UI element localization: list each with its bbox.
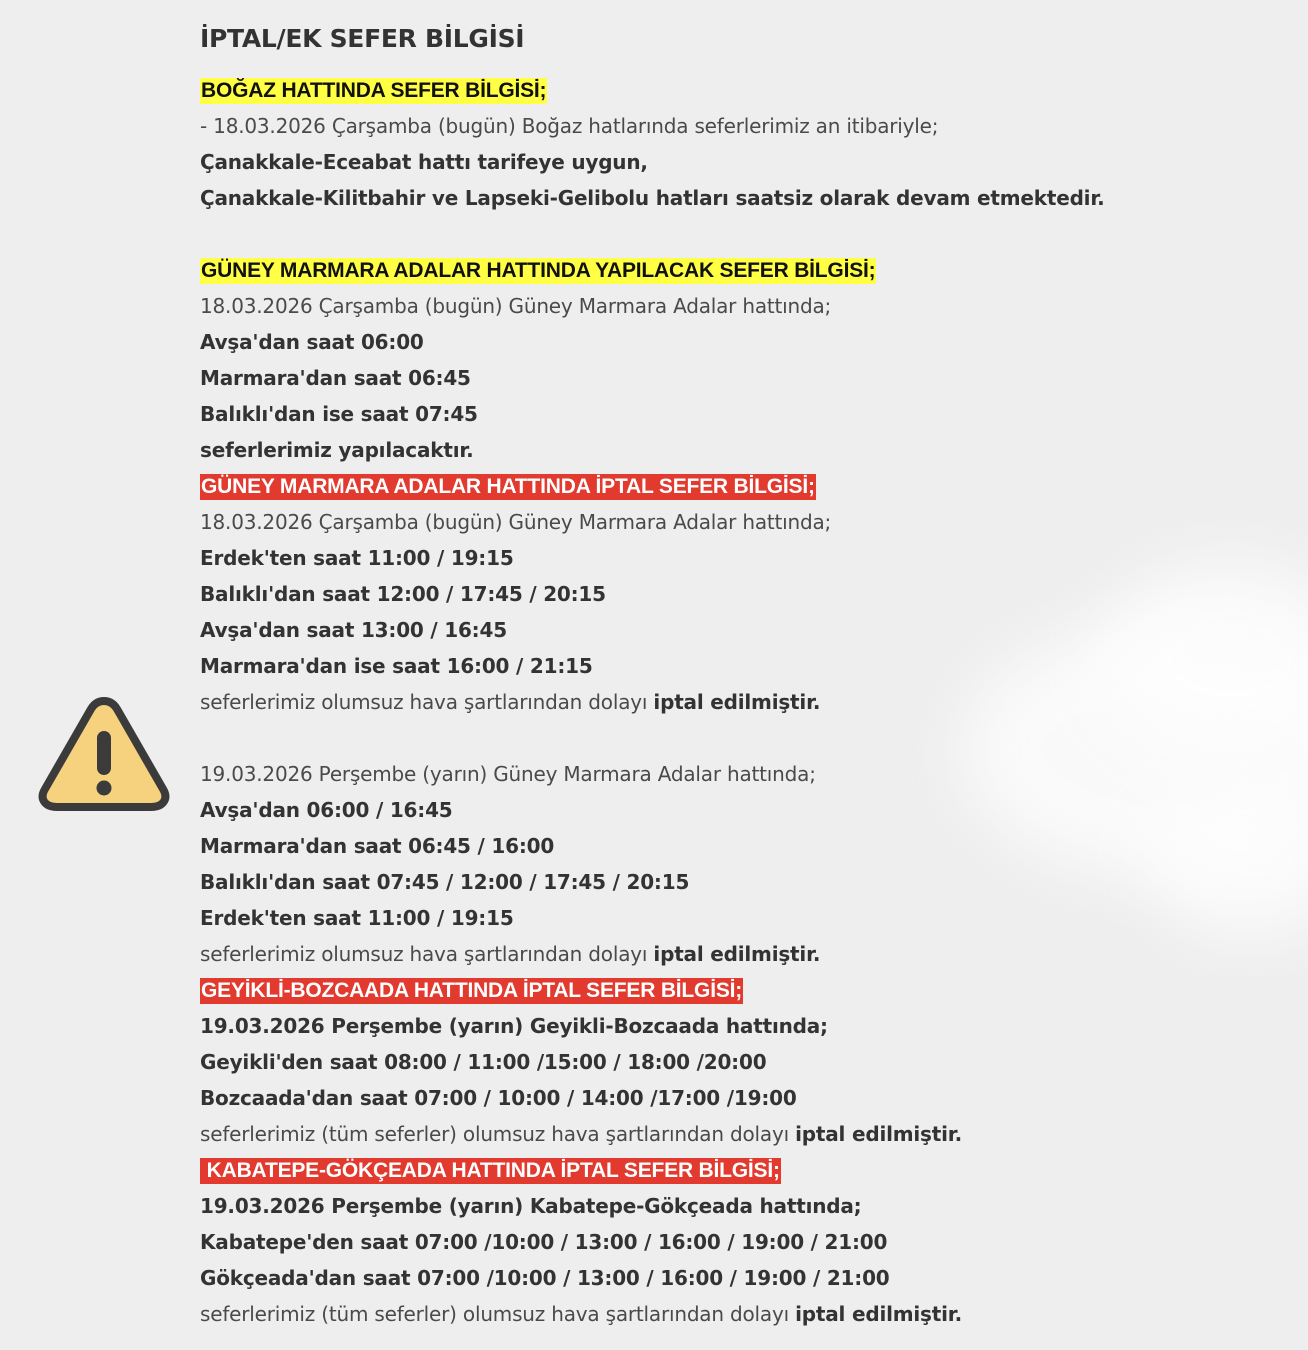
warning-triangle-icon <box>38 695 170 813</box>
kabatepe-section-heading <box>200 1152 1300 1188</box>
guney-iptal-today-intro: 18.03.2026 Çarşamba (bugün) Güney Marmara Adalar hattında; <box>200 510 832 534</box>
geyikli-line: Bozcaada'dan saat 07:00 / 10:00 / 14:00 /17:00 /19:00 <box>200 1086 797 1110</box>
geyikli-intro: 19.03.2026 Perşembe (yarın) Geyikli-Bozcaada hattında; <box>200 1014 828 1038</box>
closing-text: seferlerimiz olumsuz hava şartlarından dolayı <box>200 690 648 714</box>
guney-iptal-today-closing <box>200 684 1300 720</box>
kabatepe-heading-label: KABATEPE-GÖKÇEADA HATTINDA İPTAL SEFER BİLGİSİ; <box>201 1159 780 1182</box>
geyikli-closing <box>200 1116 1300 1152</box>
closing-status: iptal edilmiştir. <box>795 1122 962 1146</box>
geyikli-heading-label: GEYİKLİ-BOZCAADA HATTINDA İPTAL SEFER BİLGİSİ; <box>201 979 743 1002</box>
announcement-content <box>200 20 1300 1332</box>
bogaz-intro: - 18.03.2026 Çarşamba (bugün) Boğaz hatlarında seferlerimiz an itibariyle; <box>200 114 939 138</box>
guney-iptal-tomorrow-line: Avşa'dan 06:00 / 16:45 <box>200 798 453 822</box>
guney-iptal-tomorrow-intro: 19.03.2026 Perşembe (yarın) Güney Marmara Adalar hattında; <box>200 762 816 786</box>
kabatepe-line: Kabatepe'den saat 07:00 /10:00 / 13:00 / 16:00 / 19:00 / 21:00 <box>200 1230 888 1254</box>
guney-iptal-tomorrow-line: Marmara'dan saat 06:45 / 16:00 <box>200 834 555 858</box>
guney-iptal-tomorrow-line: Erdek'ten saat 11:00 / 19:15 <box>200 906 514 930</box>
kabatepe-line: Gökçeada'dan saat 07:00 /10:00 / 13:00 / 16:00 / 19:00 / 21:00 <box>200 1266 890 1290</box>
guney-ek-line: Balıklı'dan ise saat 07:45 <box>200 402 478 426</box>
guney-iptal-today-line: Marmara'dan ise saat 16:00 / 21:15 <box>200 654 593 678</box>
closing-status: iptal edilmiştir. <box>653 690 821 714</box>
spacer <box>200 720 1300 756</box>
guney-iptal-heading-label: GÜNEY MARMARA ADALAR HATTINDA İPTAL SEFER BİLGİSİ; <box>201 475 815 498</box>
guney-iptal-section-heading <box>200 468 1300 504</box>
bogaz-line: Çanakkale-Kilitbahir ve Lapseki-Gelibolu hatları saatsiz olarak devam etmektedir. <box>200 186 1105 210</box>
guney-iptal-today-line: Balıklı'dan saat 12:00 / 17:45 / 20:15 <box>200 582 606 606</box>
guney-ek-heading-label: GÜNEY MARMARA ADALAR HATTINDA YAPILACAK SEFER BİLGİSİ; <box>201 259 876 282</box>
guney-iptal-today-line: Avşa'dan saat 13:00 / 16:45 <box>200 618 507 642</box>
guney-ek-line: Avşa'dan saat 06:00 <box>200 330 424 354</box>
kabatepe-closing <box>200 1296 1300 1332</box>
kabatepe-intro: 19.03.2026 Perşembe (yarın) Kabatepe-Gökçeada hattında; <box>200 1194 862 1218</box>
guney-iptal-today-line: Erdek'ten saat 11:00 / 19:15 <box>200 546 514 570</box>
geyikli-line: Geyikli'den saat 08:00 / 11:00 /15:00 / 18:00 /20:00 <box>200 1050 767 1074</box>
closing-text: seferlerimiz olumsuz hava şartlarından dolayı <box>200 942 648 966</box>
closing-status: iptal edilmiştir. <box>795 1302 962 1326</box>
bogaz-section-heading <box>200 72 1300 108</box>
guney-ek-closing: seferlerimiz yapılacaktır. <box>200 438 474 462</box>
guney-ek-section-heading <box>200 252 1300 288</box>
guney-iptal-tomorrow-line: Balıklı'dan saat 07:45 / 12:00 / 17:45 / 20:15 <box>200 870 690 894</box>
bogaz-line: Çanakkale-Eceabat hattı tarifeye uygun, <box>200 150 648 174</box>
spacer <box>200 216 1300 252</box>
page-title: İPTAL/EK SEFER BİLGİSİ <box>200 24 525 53</box>
geyikli-section-heading <box>200 972 1300 1008</box>
closing-text: seferlerimiz (tüm seferler) olumsuz hava şartlarından dolayı <box>200 1122 789 1146</box>
closing-status: iptal edilmiştir. <box>653 942 821 966</box>
closing-text: seferlerimiz (tüm seferler) olumsuz hava şartlarından dolayı <box>200 1302 789 1326</box>
guney-iptal-tomorrow-closing <box>200 936 1300 972</box>
bogaz-heading-label: BOĞAZ HATTINDA SEFER BİLGİSİ; <box>201 79 547 102</box>
guney-ek-line: Marmara'dan saat 06:45 <box>200 366 471 390</box>
guney-ek-intro: 18.03.2026 Çarşamba (bugün) Güney Marmara Adalar hattında; <box>200 294 832 318</box>
